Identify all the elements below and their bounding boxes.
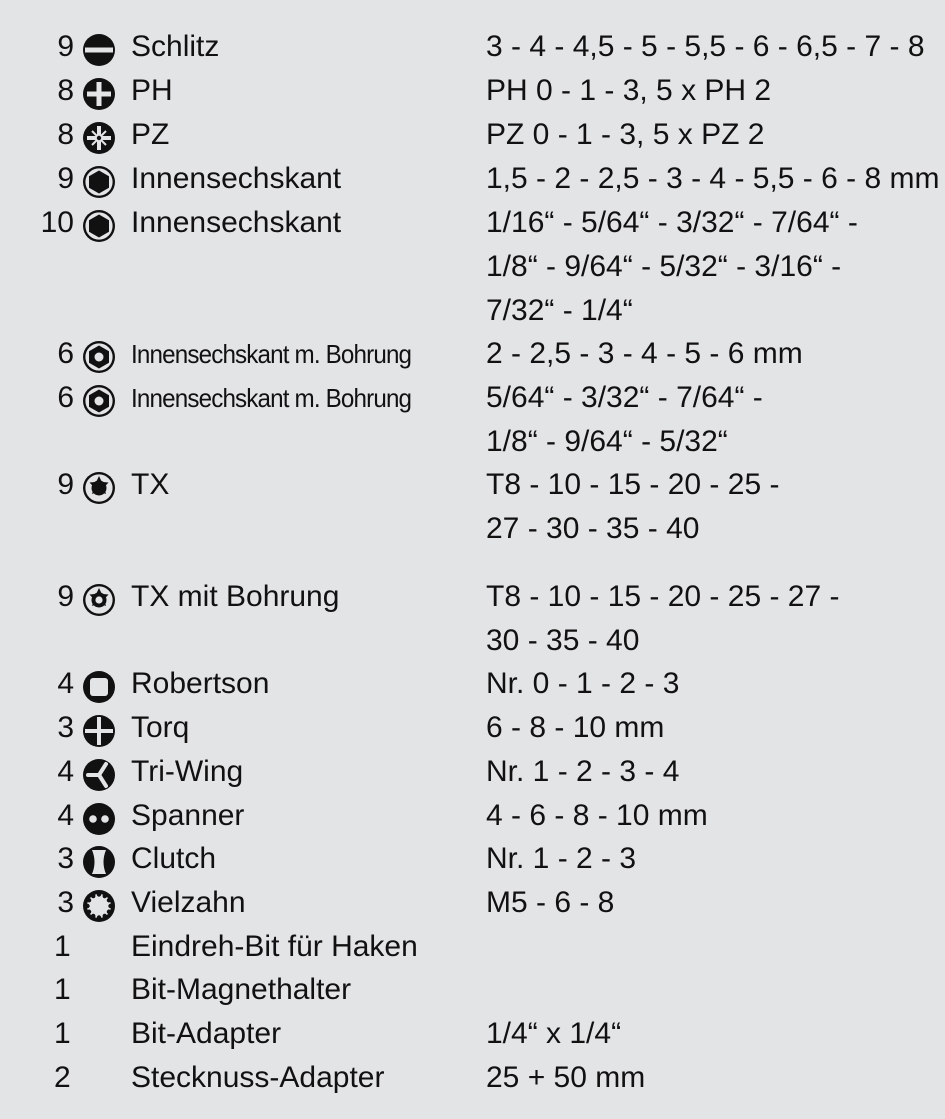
bit-sizes: 5/64“ - 3/32“ - 7/64“ - 1/8“ - 9/64“ - 5/32“	[486, 381, 763, 458]
torx-icon	[82, 471, 116, 505]
quantity: 10	[40, 206, 74, 239]
quantity: 9	[57, 30, 74, 63]
hex-icon	[82, 209, 116, 243]
quantity: 6	[57, 381, 74, 414]
bit-sizes: 1/4“ x 1/4“	[486, 1017, 622, 1050]
bit-sizes: 3 - 4 - 4,5 - 5 - 5,5 - 6 - 6,5 - 7 - 8	[486, 30, 925, 63]
spanner-icon	[82, 802, 116, 836]
bit-sizes: PH 0 - 1 - 3, 5 x PH 2	[486, 74, 772, 107]
bit-sizes: 25 + 50 mm	[486, 1061, 646, 1094]
bit-type: Schlitz	[131, 30, 220, 63]
quantity: 8	[57, 74, 74, 107]
bit-type: Bit-Magnethalter	[131, 973, 352, 1006]
robertson-icon	[82, 670, 116, 704]
bit-sizes: Nr. 1 - 2 - 3 - 4	[486, 755, 680, 788]
bit-sizes: 6 - 8 - 10 mm	[486, 711, 665, 744]
quantity: 1	[54, 930, 71, 963]
bit-type: PZ	[131, 118, 170, 151]
tri-wing-icon	[82, 758, 116, 792]
bit-sizes: Nr. 0 - 1 - 2 - 3	[486, 667, 680, 700]
quantity: 1	[54, 973, 71, 1006]
quantity: 3	[57, 842, 74, 875]
bit-type: Innensechskant m. Bohrung	[131, 383, 412, 413]
bit-type: Innensechskant	[131, 162, 342, 195]
bit-type: Spanner	[131, 799, 245, 832]
bit-sizes: Nr. 1 - 2 - 3	[486, 842, 637, 875]
bit-type: Tri-Wing	[131, 755, 244, 788]
bit-type: Clutch	[131, 842, 217, 875]
hex-bore-icon	[82, 384, 116, 418]
bit-sizes: T8 - 10 - 15 - 20 - 25 - 27 - 30 - 35 - 40	[486, 580, 840, 657]
quantity: 4	[57, 755, 74, 788]
quantity: 9	[57, 468, 74, 501]
quantity: 6	[57, 337, 74, 370]
bit-sizes: PZ 0 - 1 - 3, 5 x PZ 2	[486, 118, 765, 151]
torq-icon	[82, 714, 116, 748]
bit-sizes: T8 - 10 - 15 - 20 - 25 - 27 - 30 - 35 - 40	[486, 468, 780, 545]
bit-type: Vielzahn	[131, 886, 246, 919]
multi-tooth-icon	[82, 889, 116, 923]
hex-icon	[82, 165, 116, 199]
bit-sizes: 1,5 - 2 - 2,5 - 3 - 4 - 5,5 - 6 - 8 mm	[486, 162, 940, 195]
bit-sizes: 2 - 2,5 - 3 - 4 - 5 - 6 mm	[486, 337, 803, 370]
torx-bore-icon	[82, 583, 116, 617]
quantity: 4	[57, 667, 74, 700]
bit-type: Robertson	[131, 667, 270, 700]
phillips-icon	[82, 77, 116, 111]
bit-type: TX	[131, 468, 170, 501]
quantity: 9	[57, 580, 74, 613]
slotted-icon	[82, 33, 116, 67]
bit-type: Bit-Adapter	[131, 1017, 282, 1050]
bit-sizes: 4 - 6 - 8 - 10 mm	[486, 799, 708, 832]
clutch-icon	[82, 845, 116, 879]
bit-type: Torq	[131, 711, 190, 744]
bit-type: PH	[131, 74, 173, 107]
quantity: 3	[57, 711, 74, 744]
bit-type: Eindreh-Bit für Haken	[131, 930, 418, 963]
quantity: 8	[57, 118, 74, 151]
bit-type: TX mit Bohrung	[131, 580, 340, 613]
bit-type: Innensechskant m. Bohrung	[131, 339, 412, 369]
hex-bore-icon	[82, 340, 116, 374]
quantity: 3	[57, 886, 74, 919]
bit-type: Innensechskant	[131, 206, 342, 239]
bit-sizes: M5 - 6 - 8	[486, 886, 615, 919]
bit-sizes: 1/16“ - 5/64“ - 3/32“ - 7/64“ - 1/8“ - 9/64“ - 5/32“ - 3/16“ - 7/32“ - 1/4“	[486, 206, 858, 327]
bit-type: Stecknuss-Adapter	[131, 1061, 385, 1094]
quantity: 2	[54, 1061, 71, 1094]
quantity: 9	[57, 162, 74, 195]
quantity: 1	[54, 1017, 71, 1050]
quantity: 4	[57, 799, 74, 832]
pozidriv-icon	[82, 121, 116, 155]
